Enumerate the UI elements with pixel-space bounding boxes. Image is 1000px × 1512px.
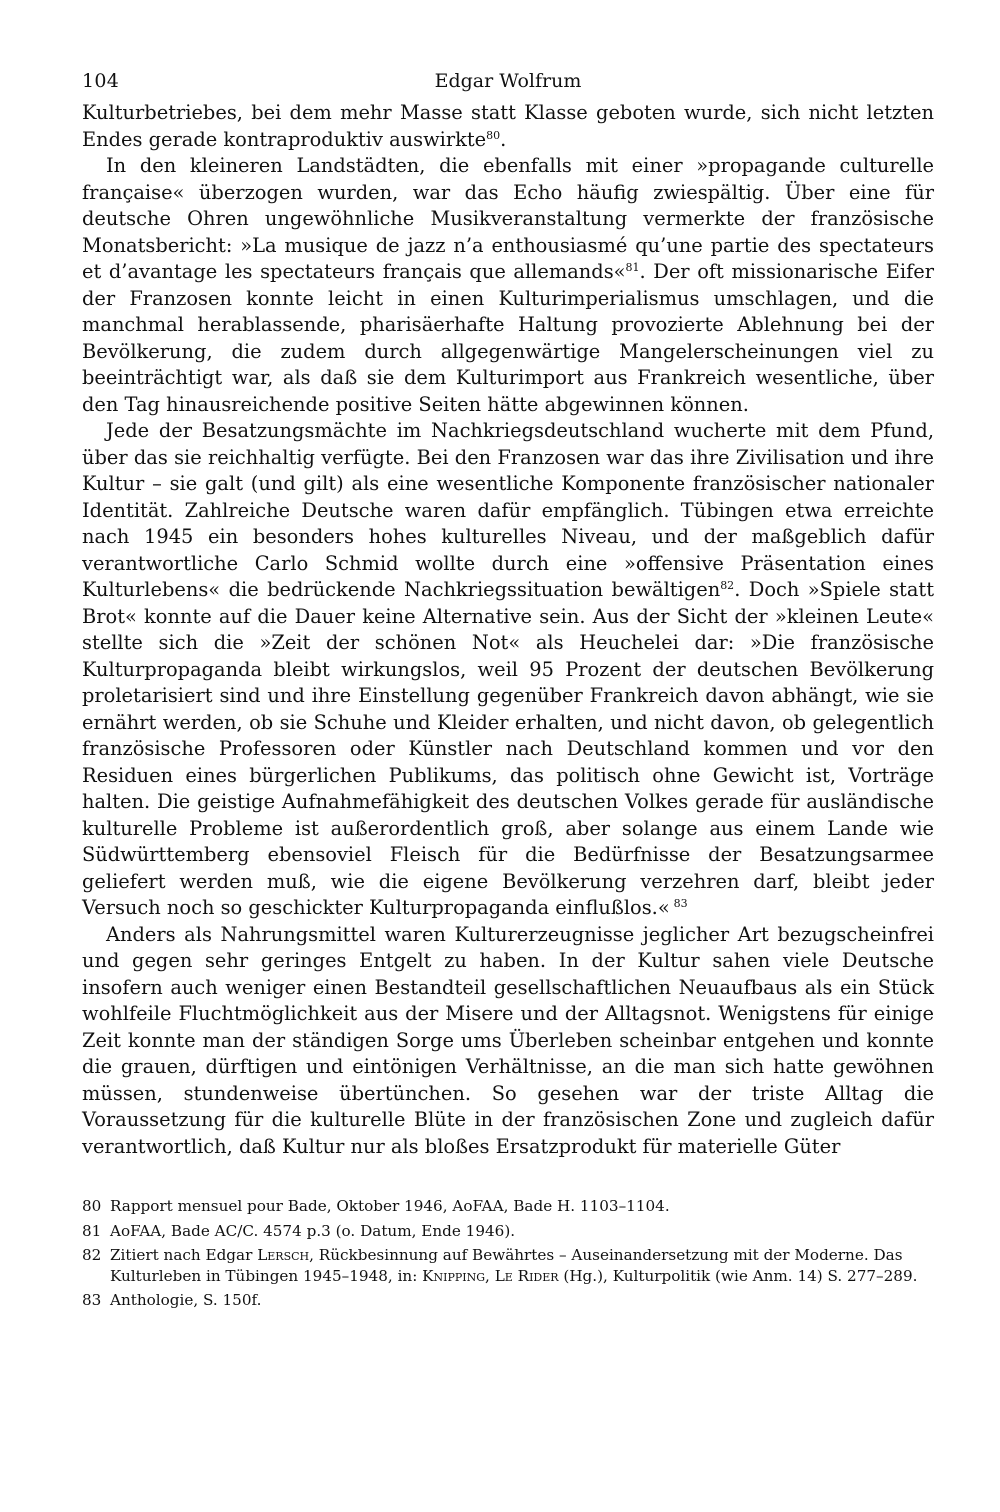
- footnote-text-part: Zitiert nach Edgar: [110, 1246, 258, 1264]
- paragraph-1: [82, 100, 934, 153]
- paragraph-text: Jede der Besatzungsmächte im Nachkriegsdeutschland wucherte mit dem Pfund, über das sie reichhaltig verfügte. Bei den Franzosen war das ihre Zivilisation und ihre Kultur – sie galt (und gilt) als eine wesentliche Komponente französischer nationaler Identität. Zahlreiche Deutsche waren dafür empfänglich. Tübingen etwa erreichte nach 1945 ein besonders hohes kulturelles Niveau, und der maßgeblich dafür verantwortliche Carlo Schmid wollte durch eine »offensive Präsentation eines Kulturlebens« die bedrückende Nachkriegssituation bewältigen: [82, 419, 934, 601]
- footnote-text-part: (Hg.), Kulturpolitik (wie Anm. 14) S. 277–289.: [558, 1266, 918, 1285]
- paragraph-4: [82, 922, 934, 1161]
- footnotes: [82, 1196, 934, 1311]
- paragraph-text: Kulturbetriebes, bei dem mehr Masse statt Klasse geboten wurde, sich nicht letzten Endes gerade kontraproduktiv auswirkte: [82, 101, 934, 151]
- footnote-text: Rapport mensuel pour Bade, Oktober 1946, AoFAA, Bade H. 1103–1104.: [110, 1197, 670, 1215]
- footnote-80: [82, 1196, 934, 1217]
- author-name: Knipping: [422, 1266, 486, 1285]
- paragraph-text: In den kleineren Landstädten, die ebenfalls mit einer »propagande culturelle française« überzogen wurden, war das Echo häufig zwiespältig. Über eine für deutsche Ohren ungewöhnliche Musikveranstaltung vermerkte der französische Monatsbericht: »La musique de jazz n’a enthousiasmé qu’une partie des spectateurs et d’avantage les spectateurs français que allemands«: [82, 154, 934, 283]
- footnote-text: Anthologie, S. 150f.: [110, 1291, 262, 1309]
- footnote-number: 80: [82, 1197, 102, 1215]
- author-name: Le Rider: [494, 1266, 559, 1285]
- footnote-82: [82, 1245, 934, 1286]
- footnote-number: 82: [82, 1246, 102, 1264]
- paragraph-3: [82, 418, 934, 922]
- footnote-text: [110, 1245, 934, 1286]
- footnote-text: AoFAA, Bade AC/C. 4574 p.3 (o. Datum, Ende 1946).: [110, 1221, 516, 1240]
- page-header: [82, 64, 934, 100]
- running-head: Edgar Wolfrum: [434, 70, 582, 92]
- footnote-text-part: ,: [485, 1266, 495, 1285]
- footnote-81: [82, 1221, 934, 1242]
- footnote-ref-83: 83: [673, 897, 688, 910]
- paragraph-text: .: [500, 127, 507, 151]
- body-text: [82, 100, 934, 1160]
- author-name: Lersch: [257, 1246, 310, 1264]
- footnote-number: 81: [82, 1221, 102, 1240]
- footnote-83: [82, 1290, 934, 1311]
- paragraph-text: Anders als Nahrungsmittel waren Kulturerzeugnisse jeglicher Art bezugscheinfrei und gegen sehr geringes Entgelt zu haben. In der Kultur sahen viele Deutsche insofern auch weniger einen Bestandteil gesellschaftlichen Neuaufbaus als ein Stück wohlfeile Fluchtmöglichkeit aus der Misere und der Alltagsnot. Wenigstens für einige Zeit konnte man der ständigen Sorge ums Überleben scheinbar entgehen und konnte die grauen, dürftigen und eintönigen Verhältnisse, an die man sich hatte gewöhnen müssen, stundenweise übertünchen. So gesehen war der triste Alltag die Voraussetzung für die kulturelle Blüte in der französischen Zone und zugleich dafür verantwortlich, daß Kultur nur als bloßes Ersatzprodukt für materielle Güter: [82, 922, 934, 1158]
- footnote-ref-80: 80: [486, 128, 501, 142]
- paragraph-2: [82, 153, 934, 418]
- footnote-text-part: , Rückbesinnung auf Bewährtes – Auseinandersetzung mit der Moderne. Das Kulturleben in Tübingen 1945–1948, in:: [110, 1246, 903, 1285]
- paragraph-text: . Der oft missionarische Eifer der Franzosen konnte leicht in einen Kulturimperialismus umschlagen, und die manchmal herablassende, pharisäerhafte Haltung provozierte Ablehnung bei der Bevölkerung, die zudem durch allgegenwärtige Mangelerscheinungen viel zu beeinträchtigt war, als daß sie dem Kulturimport aus Frankreich wesentliche, über den Tag hinausreichende positive Seiten hätte abgewinnen können.: [82, 260, 934, 416]
- paragraph-text: . Doch »Spiele statt Brot« konnte auf die Dauer keine Alternative sein. Aus der Sicht der »kleinen Leute« stellte sich die »Zeit der schönen Not« als Heuchelei dar: »Die französische Kulturpropaganda bleibt wirkungslos, weil 95 Prozent der deutschen Bevölkerung proletarisiert sind und ihre Einstellung gegenüber Frankreich davon abhängt, wie sie ernährt werden, ob sie Schuhe und Kleider erhalten, und nicht davon, ob gelegentlich französische Professoren oder Künstler nach Deutschland kommen und vor den Residuen eines bürgerlichen Publikums, das politisch ohne Gewicht ist, Vorträge halten. Die geistige Aufnahmefähigkeit des deutschen Volkes gerade für ausländische kulturelle Probleme ist außerordentlich groß, aber solange aus einem Lande wie Südwürttemberg ebensoviel Fleisch für die Bedürfnisse der Besatzungsarmee geliefert werden muß, wie die eigene Bevölkerung verzehren darf, bleibt jeder Versuch noch so geschickter Kulturpropaganda einflußlos.«: [82, 578, 934, 919]
- page-number: 104: [82, 70, 120, 92]
- book-page: [82, 64, 934, 1315]
- footnote-number: 83: [82, 1291, 102, 1309]
- footnote-ref-81: 81: [625, 261, 640, 274]
- footnote-ref-82: 82: [720, 579, 735, 592]
